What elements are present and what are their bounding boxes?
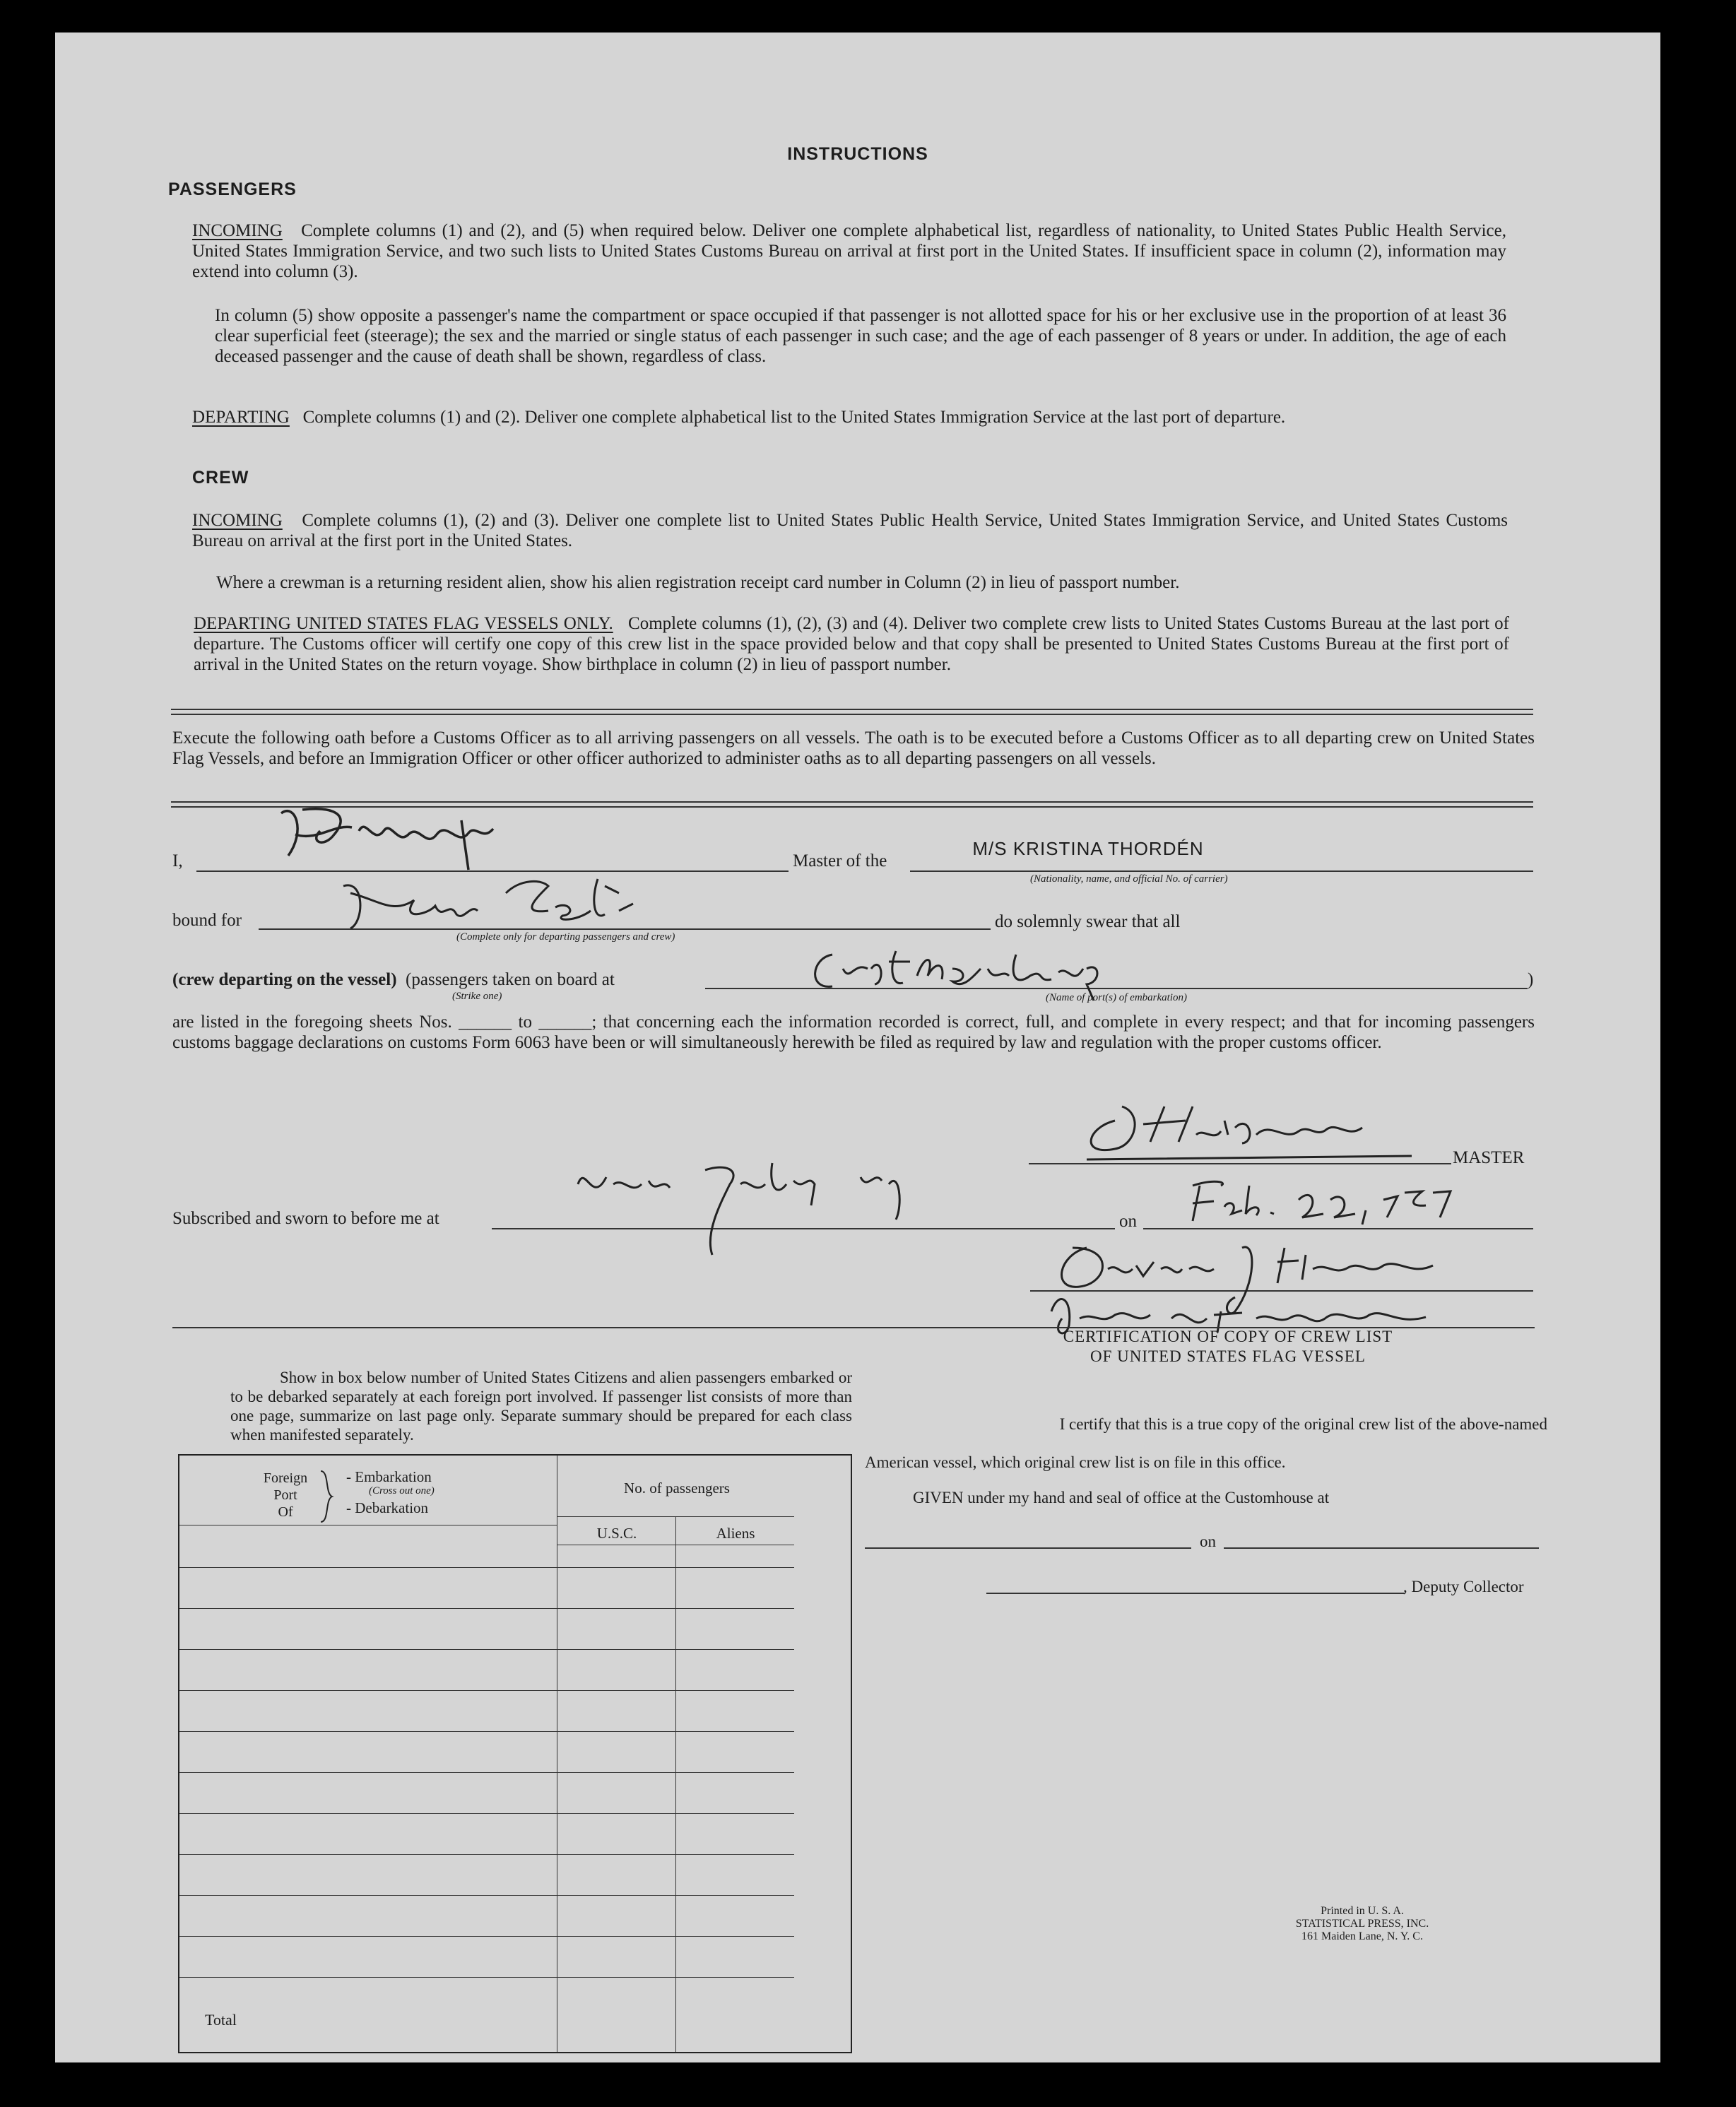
debarkation-option: - Debarkation	[346, 1499, 429, 1516]
printer-line1: Printed in U. S. A.	[1321, 1905, 1404, 1917]
passengers-departing-block	[192, 407, 1506, 427]
close-paren: )	[1528, 970, 1534, 989]
strike-options	[172, 969, 615, 990]
certification-title-line1: CERTIFICATION OF COPY OF CREW LIST	[1063, 1328, 1393, 1345]
printer-info	[1256, 1905, 1468, 1943]
total-label: Total	[205, 2011, 237, 2029]
crew-incoming-block	[192, 510, 1508, 551]
table-row	[179, 1895, 794, 1896]
crew-departing-option: (crew departing on the vessel)	[172, 970, 397, 989]
crew-incoming-text: Complete columns (1), (2) and (3). Deliver one complete list to United States Public Health Service, United States Immigration Service, and United States Customs Bureau on arrival at the first port in the United States.	[192, 511, 1508, 550]
usc-header: U.S.C.	[596, 1525, 637, 1542]
crew-departing-block	[194, 613, 1509, 675]
passengers-departing-label: DEPARTING	[192, 408, 290, 427]
table-row	[179, 1977, 794, 1978]
passengers-column5-text: In column (5) show opposite a passenger's name the compartment or space occupied if that passenger is not allotted space for his or her exclusive use in the proportion of at least 36 clear superficial feet (steerage); the sex and the married or single status of each passenger in such case; and the age of each passenger of 8 years or under. In addition, the age of each deceased passenger and the cause of death shall be shown, regardless of class.	[215, 306, 1506, 366]
swear-text: do solemnly swear that all	[995, 912, 1181, 931]
date-handwriting	[1171, 1171, 1496, 1235]
passengers-heading: PASSENGERS	[168, 179, 297, 199]
col-foreign-port: Foreign Port Of	[263, 1470, 308, 1520]
deputy-collector-label: , Deputy Collector	[1403, 1578, 1524, 1595]
master-initial-signature	[267, 792, 507, 877]
form-sheet	[55, 33, 1660, 2062]
listed-text: are listed in the foregoing sheets Nos. ______ to ______; that concerning each the information recorded is correct, full, and complete in every respect; and that for incoming passengers customs baggage declarations on customs Form 6063 have been or will simultaneously herewith be filed as required by law and regulation with the proper customs officer.	[172, 1013, 1535, 1052]
master-label: MASTER	[1453, 1148, 1525, 1167]
no-passengers-header: No. of passengers	[624, 1480, 730, 1497]
master-signature	[1073, 1092, 1440, 1170]
subscribed-place-handwriting	[564, 1142, 988, 1283]
table-row	[179, 1649, 794, 1650]
passengers-incoming-text: Complete columns (1) and (2), and (5) when required below. Deliver one complete alphabetical list, regardless of nationality, to United States Public Health Service, United States Immigration Service, and two such lists to United States Customs Bureau on arrival at first port in the United States. If insufficient space in column (2), information may extend into column (3).	[192, 221, 1506, 281]
summary-table	[178, 1454, 852, 2053]
table-row	[179, 1936, 794, 1937]
printer-line3: 161 Maiden Lane, N. Y. C.	[1301, 1930, 1423, 1942]
vessel-caption: (Nationality, name, and official No. of carrier)	[1030, 873, 1228, 885]
crew-departing-text: Complete columns (1), (2), (3) and (4). Deliver two complete crew lists to United States Customs Bureau at the last port of departure. The Customs officer will certify one copy of this crew list in the space provided below and that copy shall be presented to United States Customs Bureau at the first port of arrival in the United States on the return voyage. Show birthplace in column (2) in lieu of passport number.	[194, 614, 1509, 674]
passengers-departing-text: Complete columns (1) and (2). Deliver one complete alphabetical list to the United States Immigration Service at the last port of departure.	[302, 408, 1286, 427]
table-header-line	[557, 1516, 794, 1517]
crew-incoming-label: INCOMING	[192, 511, 283, 530]
port-caption: (Name of port(s) of embarkation)	[1046, 992, 1187, 1003]
certification-title-line2: OF UNITED STATES FLAG VESSEL	[1090, 1347, 1366, 1365]
certification-on-label: on	[1200, 1533, 1216, 1550]
table-row	[179, 1567, 794, 1568]
table-row	[179, 1608, 794, 1609]
subscribed-on-label: on	[1119, 1212, 1137, 1231]
table-row	[179, 1854, 794, 1855]
table-row	[179, 1772, 794, 1773]
bound-for-label: bound for	[172, 911, 242, 930]
master-of-the-label: Master of the	[793, 851, 887, 870]
subscribed-label: Subscribed and sworn to before me at	[172, 1209, 439, 1228]
deputy-collector-line	[986, 1593, 1405, 1594]
passengers-taken-option: (passengers taken on board at	[406, 970, 615, 989]
vessel-stamp: M/S KRISTINA THORDÉN	[972, 838, 1204, 859]
table-row	[179, 1731, 794, 1732]
printer-line2: STATISTICAL PRESS, INC.	[1295, 1918, 1429, 1930]
oath-intro: Execute the following oath before a Customs Officer as to all arriving passengers on all vessels. The oath is to be executed before a Customs Officer as to all departing crew on United States Flag Vessels, and before an Immigration Officer or other officer authorized to administer oaths as to all departing passengers on all vessels.	[172, 728, 1535, 768]
bound-for-caption: (Complete only for departing passengers and crew)	[456, 931, 675, 943]
crew-resident-text: Where a crewman is a returning resident alien, show his alien registration receipt card number in Column (2) in lieu of passport number.	[216, 573, 1180, 592]
table-row	[179, 1813, 794, 1814]
crew-departing-label: DEPARTING UNITED STATES FLAG VESSELS ONLY.	[194, 614, 613, 633]
customhouse-line	[865, 1547, 1191, 1549]
table-row	[179, 1690, 794, 1691]
oath-i-label: I,	[172, 851, 183, 870]
table-col-divider	[675, 1516, 676, 2052]
embarkation-option: - Embarkation	[346, 1468, 432, 1485]
section-divider	[171, 709, 1533, 715]
strike-caption: (Strike one)	[452, 991, 502, 1002]
certification-date-line	[1224, 1547, 1539, 1549]
passengers-incoming-block	[192, 220, 1506, 282]
given-text: GIVEN under my hand and seal of office at the Customhouse at	[913, 1489, 1330, 1506]
bound-for-handwriting	[336, 872, 732, 936]
passengers-incoming-label: INCOMING	[192, 221, 283, 240]
summary-instructions: Show in box below number of United States Citizens and alien passengers embarked or to be debarked separately at each foreign port involved. If passenger list consists of more than one page, summarize on last page only. Separate summary should be prepared for each class when manifested separately.	[230, 1369, 852, 1444]
certify-line2: American vessel, which original crew list is on file in this office.	[865, 1453, 1286, 1471]
page-title: INSTRUCTIONS	[787, 144, 928, 164]
cross-out-note: (Cross out one)	[369, 1485, 435, 1497]
aliens-header: Aliens	[716, 1525, 755, 1542]
crew-heading: CREW	[192, 468, 249, 488]
brace-icon	[318, 1470, 335, 1523]
certify-line1: I certify that this is a true copy of the original crew list of the above-named	[1059, 1415, 1547, 1433]
certification-title	[959, 1327, 1496, 1367]
vessel-line	[910, 870, 1533, 872]
